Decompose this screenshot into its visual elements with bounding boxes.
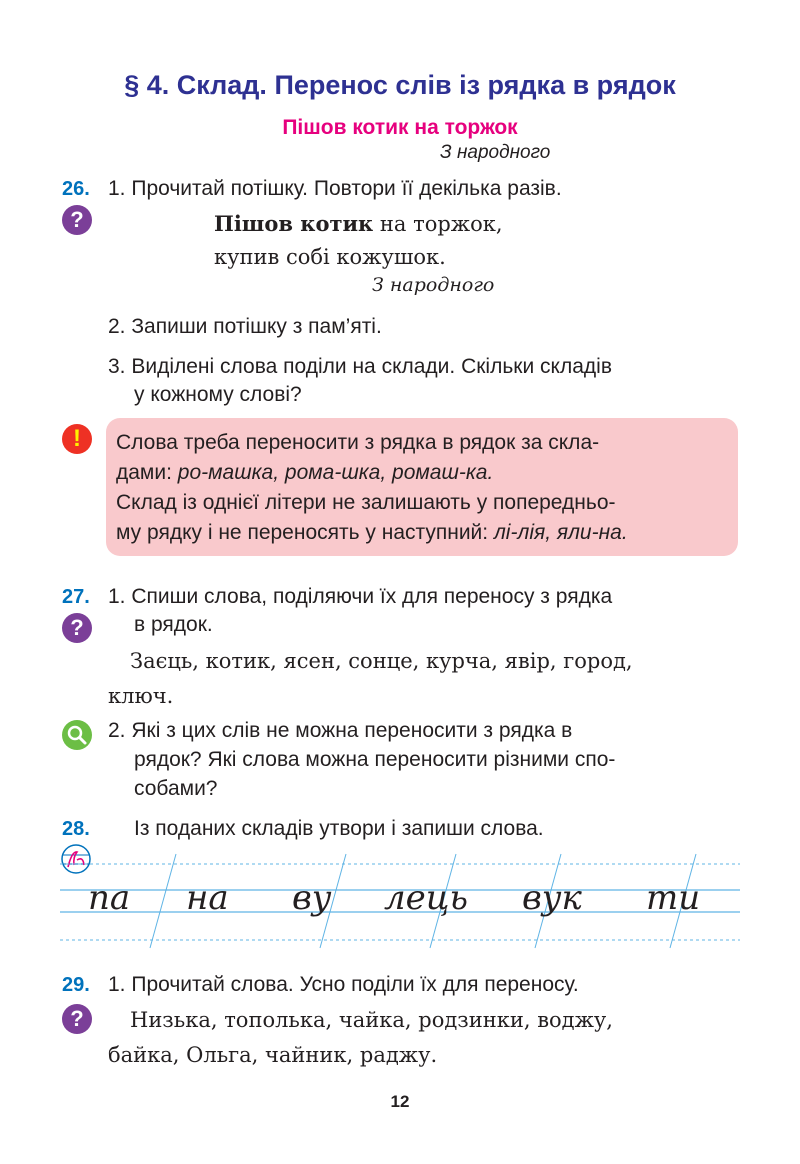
exercise-number-26: 26.: [62, 178, 90, 200]
ex27-words: [108, 644, 736, 714]
syllable-5: вук: [522, 878, 582, 918]
syllable-6: ти: [646, 878, 701, 918]
syllable-2: на: [186, 878, 229, 918]
exclamation-icon: !: [62, 424, 92, 454]
rule-line-4: [116, 518, 728, 548]
ex28-task: Із поданих складів утвори і запиши слова.: [134, 817, 544, 840]
ex26-task-2: 2. Запиши потішку з пам’яті.: [108, 315, 382, 338]
rule-text: [116, 428, 728, 548]
poem-highlighted-words: Пішов котик: [214, 211, 374, 236]
syllable-3: ву: [292, 878, 332, 918]
ex26-poem-line-1: [214, 208, 503, 240]
rule-line-2-text: дами:: [116, 461, 178, 484]
rule-example-1: ро-машка, рома-шка, ромаш-ка.: [177, 461, 494, 484]
syllable-1: па: [88, 878, 131, 918]
ex27-task-2-line-2: рядок? Які слова можна переносити різними спо-: [134, 748, 616, 771]
question-icon: ?: [62, 1004, 92, 1034]
ex26-poem-source: З народного: [372, 274, 495, 296]
search-icon: [62, 720, 92, 750]
rule-line-1: Слова треба переносити з рядка в рядок за скла-: [116, 431, 600, 454]
rule-line-2: [116, 458, 728, 488]
ex29-words: [108, 1003, 736, 1073]
question-icon: ?: [62, 205, 92, 235]
ex27-task-2-line-3: собами?: [134, 777, 218, 800]
poem-title: Пішов котик на торжок: [282, 116, 518, 139]
ex27-words-line-1: Заєць, котик, ясен, сонце, курча, явір, город,: [130, 649, 633, 673]
poem-source: З народного: [440, 142, 551, 163]
exercise-number-28: 28.: [62, 818, 90, 840]
ex27-task-1-line-2: в рядок.: [134, 613, 213, 636]
rule-example-2: лі-лія, яли-на.: [493, 521, 628, 544]
rule-line-4-text: му рядку і не переносять у наступний:: [116, 521, 494, 544]
rule-line-3: Склад із однієї літери не залишають у попередньо-: [116, 491, 616, 514]
page-number: 12: [390, 1092, 410, 1111]
ex29-words-line-1: Низька, тополька, чайка, родзинки, воджу,: [130, 1008, 613, 1032]
exercise-number-27: 27.: [62, 586, 90, 608]
exercise-number-29: 29.: [62, 974, 90, 996]
ex29-words-line-2: байка, Ольга, чайник, раджу.: [108, 1043, 438, 1067]
ex27-task-1-line-1: 1. Спиши слова, поділяючи їх для переносу з рядка: [108, 585, 613, 608]
ex26-task-3-line-1: 3. Виділені слова поділи на склади. Скільки складів: [108, 355, 612, 378]
ex26-poem-line-2: купив собі кожушок.: [214, 245, 446, 269]
syllable-4: лець: [384, 878, 469, 918]
ex27-task-2-line-1: 2. Які з цих слів не можна переносити з рядка в: [108, 719, 573, 742]
section-title: § 4. Склад. Перенос слів із рядка в рядок: [124, 70, 676, 100]
ex27-words-line-2: ключ.: [108, 684, 174, 708]
question-icon: ?: [62, 613, 92, 643]
ex29-task: 1. Прочитай слова. Усно поділи їх для переносу.: [108, 973, 579, 996]
ex26-task-3-line-2: у кожному слові?: [134, 383, 302, 406]
ex26-task-1: 1. Прочитай потішку. Повтори її декілька разів.: [108, 177, 562, 200]
poem-line-1-rest: на торжок,: [373, 212, 503, 236]
